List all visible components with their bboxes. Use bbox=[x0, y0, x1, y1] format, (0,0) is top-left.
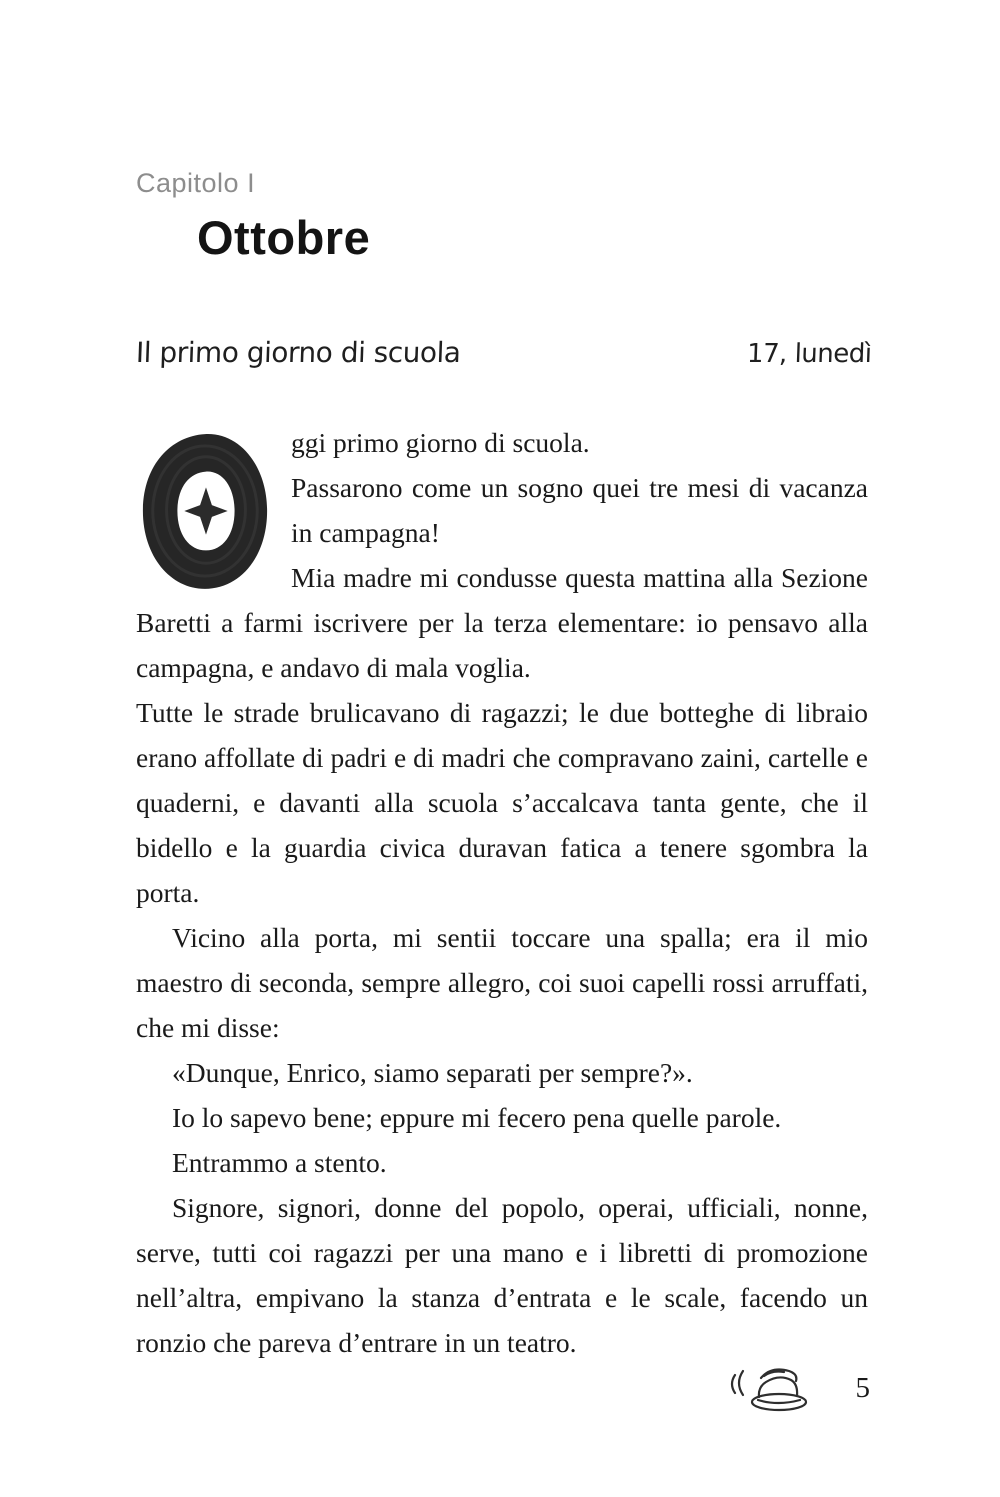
body-paragraph: ggi primo giorno di scuola. bbox=[291, 427, 590, 458]
dropcap-o-sketch-icon bbox=[136, 426, 274, 596]
section-date: 17, lunedì bbox=[746, 339, 873, 369]
section-title: Il primo giorno di scuola bbox=[135, 336, 462, 369]
hat-icon bbox=[728, 1362, 812, 1414]
body-paragraph: Passarono come un sogno quei tre mesi di vacanza in campagna! bbox=[291, 472, 868, 548]
page-footer bbox=[728, 1362, 871, 1414]
body-paragraph: Entrammo a stento. bbox=[172, 1147, 387, 1178]
body-paragraph: Io lo sapevo bene; eppure mi fecero pena quelle parole. bbox=[172, 1102, 782, 1133]
body-paragraph: Mia madre mi condusse questa mattina alla Sezione Baretti a farmi iscrivere per la terza elementare: io pensavo alla campagna, e andavo di mala voglia. bbox=[136, 562, 868, 683]
dropcap-letter-o bbox=[136, 426, 274, 596]
body-paragraph: «Dunque, Enrico, siamo separati per sempre?». bbox=[172, 1057, 693, 1088]
page-number: 5 bbox=[855, 1372, 870, 1404]
body-text bbox=[136, 420, 868, 1365]
body-paragraph: Vicino alla porta, mi sentii toccare una spalla; era il mio maestro di seconda, sempre allegro, coi suoi capelli rossi arruffati, che mi disse: bbox=[136, 922, 868, 1043]
chapter-label: Capitolo I bbox=[136, 168, 256, 198]
chapter-title: Ottobre bbox=[197, 211, 371, 264]
body-paragraph: Signore, signori, donne del popolo, operai, ufficiali, nonne, serve, tutti coi ragazzi per una mano e i libretti di promozione nell’altra, empivano la stanza d’entrata e le scale, facendo un ronzio che pareva d’entrare in un teatro. bbox=[136, 1192, 868, 1358]
body-paragraph: Tutte le strade brulicavano di ragazzi; le due botteghe di libraio erano affollate di padri e di madri che compravano zaini, cartelle e quaderni, e davanti alla scuola s’accalcava tanta gente, che il bidello e la guardia civica duravan fatica a tenere sgombra la porta. bbox=[136, 697, 868, 908]
section-heading-row bbox=[136, 336, 872, 369]
